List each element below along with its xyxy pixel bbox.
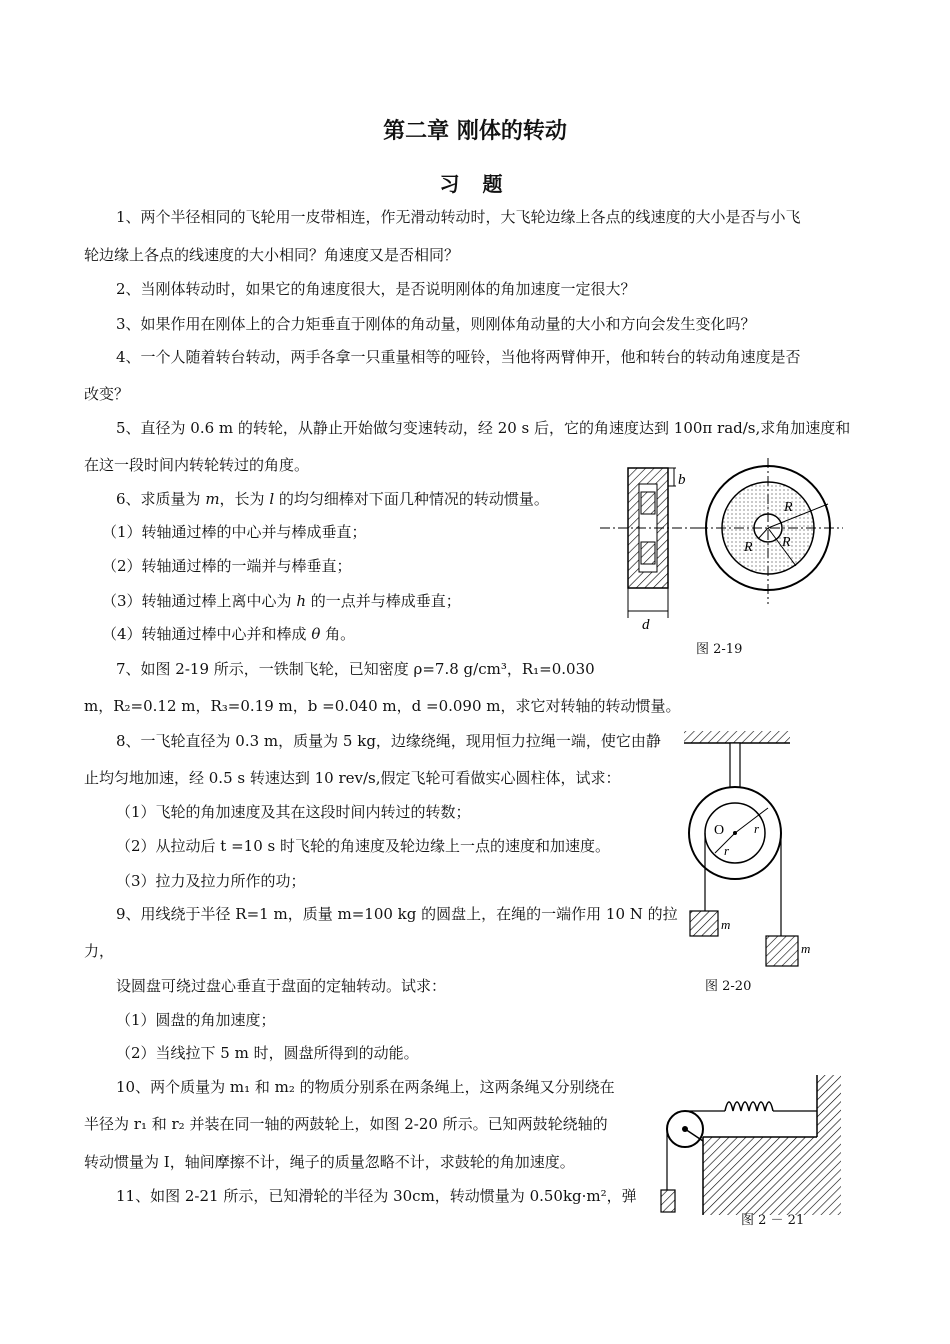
fig219-label-d: d (642, 617, 650, 633)
fig219-caption: 图 2-19 (696, 642, 743, 657)
problem-9-line-1: 9、用线绕于半径 R=1 m，质量 m=100 kg 的圆盘上，在绳的一端作用 10 N 的拉 (116, 905, 678, 923)
p6-s4-a: （4）转轴通过棒中心并和棒成 (102, 625, 312, 643)
p6-text-b: ，长为 (219, 490, 270, 508)
problem-5-line-1: 5、直径为 0.6 m 的转轮，从静止开始做匀变速转动，经 20 s 后，它的角速度达到 100π rad/s,求角加速度和 (116, 419, 851, 437)
p6-text-c: 的均匀细棒对下面几种情况的转动惯量。 (274, 490, 549, 508)
fig219-label-b: b (678, 472, 686, 488)
problem-4-line-1: 4、一个人随着转台转动，两手各拿一只重量相等的哑铃，当他将两臂伸开，他和转台的转动角速度是否 (116, 348, 801, 366)
problem-1-line-1: 1、两个半径相同的飞轮用一皮带相连，作无滑动转动时，大飞轮边缘上各点的线速度的大小是否与小飞 (116, 208, 801, 226)
problem-8-line-1: 8、一飞轮直径为 0.3 m，质量为 5 kg，边缘绕绳，现用恒力拉绳一端，使它由静 (116, 732, 661, 750)
p6-s3-a: （3）转轴通过棒上离中心为 (102, 592, 297, 610)
problem-8-sub-3: （3）拉力及拉力所作的功； (116, 872, 306, 890)
problem-7-line-1: 7、如图 2-19 所示，一铁制飞轮，已知密度 ρ=7.8 g/cm³，R₁=0.030 (116, 660, 595, 678)
fig219-label-r2: R (782, 535, 791, 550)
problem-10-line-3: 转动惯量为 I，轴间摩擦不计，绳子的质量忽略不计，求鼓轮的角加速度。 (84, 1153, 575, 1171)
problem-1-line-2: 轮边缘上各点的线速度的大小相同？角速度又是否相同？ (84, 246, 460, 264)
problem-8-line-2: 止均匀地加速，经 0.5 s 转速达到 10 rev/s,假定飞轮可看做实心圆柱体，试求： (84, 769, 621, 787)
p6-var-m: m (205, 490, 220, 508)
fig219-label-r1: R (744, 540, 753, 555)
p6-text-a: 6、求质量为 (116, 490, 206, 508)
problem-8-sub-1: （1）飞轮的角加速度及其在这段时间内转过的转数； (116, 803, 471, 821)
figure-2-19 (598, 456, 848, 656)
problem-5-line-2: 在这一段时间内转轮转过的角度。 (84, 456, 310, 474)
fig220-label-r2: r (754, 821, 760, 836)
section-title: 习 题 (439, 172, 511, 196)
p6-var-h: h (296, 592, 306, 610)
figure-2-21 (655, 1075, 845, 1215)
problem-6-sub-2: （2）转轴通过棒的一端并与棒垂直； (102, 557, 352, 575)
problem-7-line-2: m，R₂=0.12 m，R₃=0.19 m，b =0.040 m，d =0.090 m，求它对转轴的转动惯量。 (84, 697, 681, 715)
fig220-label-m1: m (721, 917, 731, 932)
fig219-label-r3: R (784, 500, 793, 515)
problem-9-line-3: 设圆盘可绕过盘心垂直于盘面的定轴转动。试求： (116, 977, 447, 995)
problem-9-line-2: 力， (84, 942, 115, 960)
p6-s4-b: 角。 (320, 625, 356, 643)
problem-2: 2、当刚体转动时，如果它的角速度很大，是否说明刚体的角加速度一定很大？ (116, 280, 636, 298)
problem-10-line-2: 半径为 r₁ 和 r₂ 并装在同一轴的两鼓轮上，如图 2-20 所示。已知两鼓轮绕轴的 (84, 1115, 608, 1133)
fig221-caption: 图 2 － 21 (741, 1213, 805, 1228)
problem-3: 3、如果作用在刚体上的合力矩垂直于刚体的角动量，则刚体角动量的大小和方向会发生变化吗？ (116, 315, 756, 333)
fig220-label-r1: r (724, 843, 730, 858)
fig220-label-o: O (714, 823, 725, 838)
fig220-label-m2: m (801, 941, 811, 956)
problem-4-line-2: 改变？ (84, 385, 130, 403)
problem-9-sub-1: （1）圆盘的角加速度； (116, 1011, 276, 1029)
figure-2-20 (680, 728, 811, 973)
problem-11-line-1: 11、如图 2-21 所示，已知滑轮的半径为 30cm，转动惯量为 0.50kg·m²，弹 (116, 1187, 637, 1205)
p6-var-l: l (269, 490, 275, 508)
chapter-title: 第二章 刚体的转动 (383, 119, 567, 144)
problem-6-sub-1: （1）转轴通过棒的中心并与棒成垂直； (102, 523, 367, 541)
problem-10-line-1: 10、两个质量为 m₁ 和 m₂ 的物质分别系在两条绳上，这两条绳又分别绕在 (116, 1078, 615, 1096)
problem-8-sub-2: （2）从拉动后 t =10 s 时飞轮的角速度及轮边缘上一点的速度和加速度。 (116, 837, 610, 855)
problem-6-stem (116, 489, 549, 509)
p6-s3-b: 的一点并与棒成垂直； (306, 592, 461, 610)
problem-6-sub-4 (102, 624, 355, 644)
problem-9-sub-2: （2）当线拉下 5 m 时，圆盘所得到的动能。 (116, 1044, 419, 1062)
problem-6-sub-3 (102, 591, 461, 611)
p6-var-theta: θ (311, 625, 321, 643)
fig220-caption: 图 2-20 (705, 979, 752, 994)
